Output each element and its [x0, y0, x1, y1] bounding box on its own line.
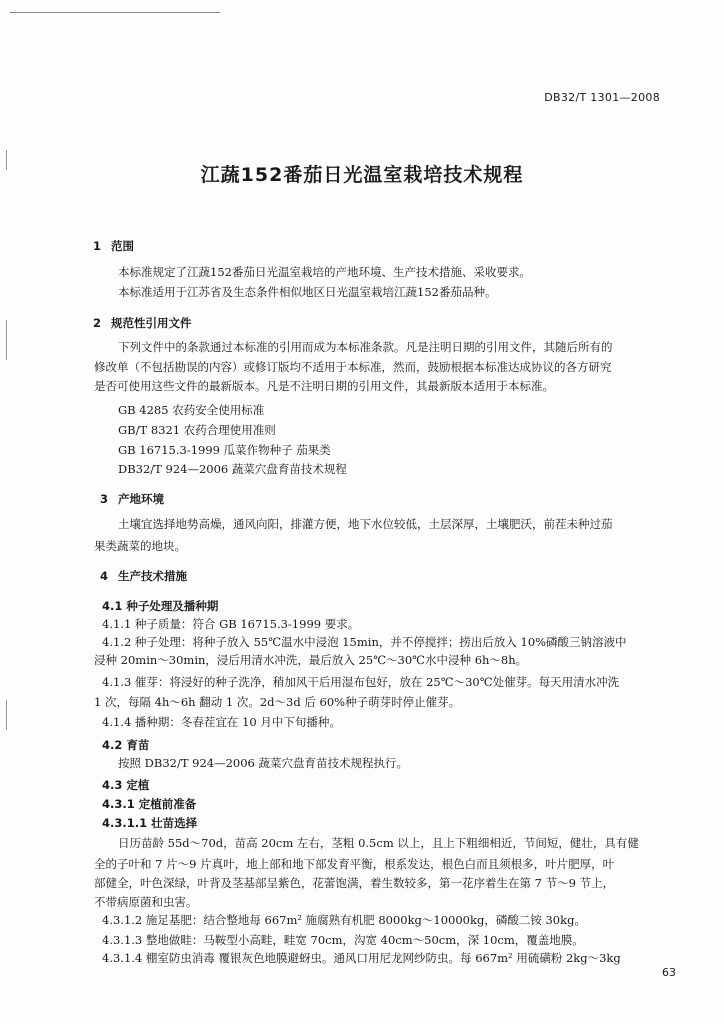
section-number: 4	[100, 569, 109, 583]
clause-line: 不带病原菌和虫害。	[94, 895, 198, 909]
paragraph-line: 下列文件中的条款通过本标准的引用而成为本标准条款。凡是注明日期的引用文件，其随后所有的	[118, 340, 613, 354]
page-number: 63	[662, 966, 676, 979]
section-title: 范围	[111, 239, 135, 253]
section-number: 1	[93, 239, 102, 253]
clause-line: 4.1.3 催芽：将浸好的种子洗净，稍加风干后用湿布包好，放在 25℃～30℃处催芽。每天用清水冲洗	[102, 675, 620, 689]
section-number: 3	[100, 492, 109, 506]
subsection-heading: 4.3 定植	[102, 778, 150, 792]
subsection-heading: 4.3.1 定植前准备	[102, 797, 197, 811]
paragraph-line: 土壤宜选择地势高燥，通风向阳，排灌方便，地下水位较低，土层深厚，土壤肥沃，前茬未种过茄	[118, 517, 613, 531]
clause-line: 日历苗龄 55d～70d，苗高 20cm 左右，茎粗 0.5cm 以上，且上下粗细相近，节间短，健壮，具有健	[118, 836, 639, 850]
paragraph-line: 本标准规定了江蔬152番茄日光温室栽培的产地环境、生产技术措施、采收要求。	[118, 265, 531, 279]
clause-line: 4.1.1 种子质量：符合 GB 16715.3-1999 要求。	[102, 617, 360, 631]
section-title: 生产技术措施	[118, 569, 188, 583]
paragraph-line: 是否可使用这些文件的最新版本。凡是不注明日期的引用文件，其最新版本适用于本标准。	[94, 379, 554, 393]
clause-line: 1 次，每隔 4h～6h 翻动 1 次。2d～3d 后 60%种子萌芽时停止催芽。	[94, 695, 461, 709]
section-title: 规范性引用文件	[111, 316, 192, 330]
reference-item: GB 16715.3-1999 瓜菜作物种子 茄果类	[118, 443, 331, 457]
scan-artifact-line	[10, 12, 220, 13]
subsection-heading: 4.3.1.1 壮苗选择	[102, 816, 198, 830]
clause-line: 部健全，叶色深绿，叶背及茎基部呈紫色，花蕾饱满，着生数较多，第一花序着生在第 7 节～9 节上，	[94, 876, 615, 890]
section-number: 2	[93, 316, 102, 330]
section-heading	[100, 492, 164, 506]
scan-artifact-edge	[6, 700, 7, 730]
paragraph-line: 本标准适用于江苏省及生态条件相似地区日光温室栽培江蔬152番茄品种。	[118, 285, 497, 299]
standard-code: DB32/T 1301—2008	[544, 91, 660, 104]
section-heading	[93, 239, 134, 253]
reference-item: GB/T 8321 农药合理使用准则	[118, 423, 276, 437]
section-heading	[100, 569, 187, 583]
clause-line: 全的子叶和 7 片～9 片真叶，地上部和地下部发育平衡，根系发达，根色白而且须根多，叶片肥厚，叶	[94, 857, 615, 871]
subsection-heading: 4.1 种子处理及播种期	[102, 599, 219, 613]
clause-line: 4.3.1.4 棚室防虫消毒 覆银灰色地膜避蚜虫。通风口用尼龙网纱防虫。每 667m² 用硫磺粉 2kg～3kg	[102, 951, 621, 965]
subsection-heading: 4.2 育苗	[102, 738, 150, 752]
clause-line: 4.1.4 播种期：冬春茬宜在 10 月中下旬播种。	[102, 715, 341, 729]
document-title: 江蔬152番茄日光温室栽培技术规程	[200, 164, 524, 186]
paragraph-line: 果类蔬菜的地块。	[94, 539, 186, 553]
scan-artifact-edge	[6, 320, 7, 360]
reference-item: GB 4285 农药安全使用标准	[118, 403, 265, 417]
clause-line: 4.1.2 种子处理：将种子放入 55℃温水中浸泡 15min，并不停搅拌；捞出后放入 10%磷酸三钠溶液中	[102, 635, 627, 649]
clause-line: 按照 DB32/T 924—2006 蔬菜穴盘育苗技术规程执行。	[118, 756, 409, 770]
clause-line: 4.3.1.2 施足基肥：结合整地每 667m² 施腐熟有机肥 8000kg～10000kg，磷酸二铵 30kg。	[102, 913, 586, 927]
clause-line: 浸种 20min～30min，浸后用清水冲洗，最后放入 25℃～30℃水中浸种 6h～8h。	[94, 653, 528, 667]
section-heading	[93, 316, 192, 330]
paragraph-line: 修改单（不包括勘误的内容）或修订版均不适用于本标准，然而，鼓励根据本标准达成协议的各方研究	[94, 360, 612, 374]
section-title: 产地环境	[118, 492, 165, 506]
clause-line: 4.3.1.3 整地做畦：马鞍型小高畦，畦宽 70cm，沟宽 40cm～50cm，深 10cm，覆盖地膜。	[102, 933, 584, 947]
reference-item: DB32/T 924—2006 蔬菜穴盘育苗技术规程	[118, 462, 347, 476]
